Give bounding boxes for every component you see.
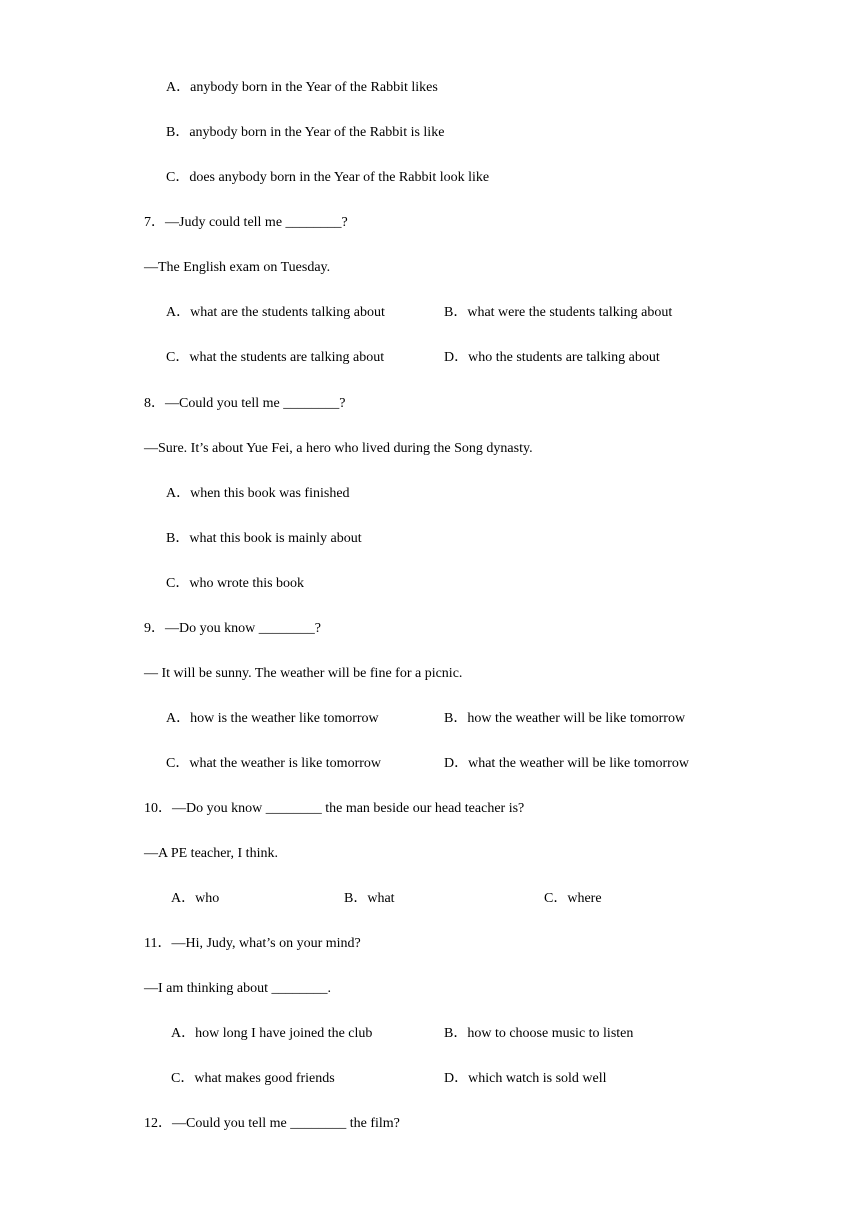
q7-reply: —The English exam on Tuesday.	[144, 260, 331, 275]
q11-option-d: D．which watch is sold well	[444, 1071, 607, 1086]
q10-stem: 10．—Do you know ________ the man beside our head teacher is?	[144, 801, 525, 816]
q8-reply: —Sure. It’s about Yue Fei, a hero who lived during the Song dynasty.	[144, 441, 533, 456]
q9-reply: — It will be sunny. The weather will be fine for a picnic.	[144, 666, 463, 681]
q11-option-c: C．what makes good friends	[171, 1071, 335, 1086]
q6-option-a: A．anybody born in the Year of the Rabbit likes	[166, 80, 438, 95]
q11-option-b: B．how to choose music to listen	[444, 1026, 634, 1041]
q10-option-b: B．what	[344, 891, 395, 906]
q7-stem: 7．—Judy could tell me ________?	[144, 215, 348, 230]
q10-reply: —A PE teacher, I think.	[144, 846, 278, 861]
q11-option-a: A．how long I have joined the club	[171, 1026, 373, 1041]
q9-option-d: D．what the weather will be like tomorrow	[444, 756, 689, 771]
q10-option-c: C．where	[544, 891, 602, 906]
q7-option-b: B．what were the students talking about	[444, 305, 673, 320]
q8-stem: 8．—Could you tell me ________?	[144, 396, 346, 411]
q12-stem: 12．—Could you tell me ________ the film?	[144, 1116, 400, 1131]
q9-stem: 9．—Do you know ________?	[144, 621, 321, 636]
q11-reply: —I am thinking about ________.	[144, 981, 332, 996]
q7-option-a: A．what are the students talking about	[166, 305, 385, 320]
q8-option-a: A．when this book was finished	[166, 486, 350, 501]
q9-option-c: C．what the weather is like tomorrow	[166, 756, 382, 771]
q8-option-b: B．what this book is mainly about	[166, 531, 362, 546]
q7-option-d: D．who the students are talking about	[444, 350, 660, 365]
q9-option-a: A．how is the weather like tomorrow	[166, 711, 379, 726]
q9-option-b: B．how the weather will be like tomorrow	[444, 711, 686, 726]
q6-option-b: B．anybody born in the Year of the Rabbit is like	[166, 125, 445, 140]
q10-option-a: A．who	[171, 891, 220, 906]
q7-option-c: C．what the students are talking about	[166, 350, 385, 365]
q6-option-c: C．does anybody born in the Year of the Rabbit look like	[166, 170, 490, 185]
q11-stem: 11．—Hi, Judy, what’s on your mind?	[144, 936, 361, 951]
q8-option-c: C．who wrote this book	[166, 576, 305, 591]
